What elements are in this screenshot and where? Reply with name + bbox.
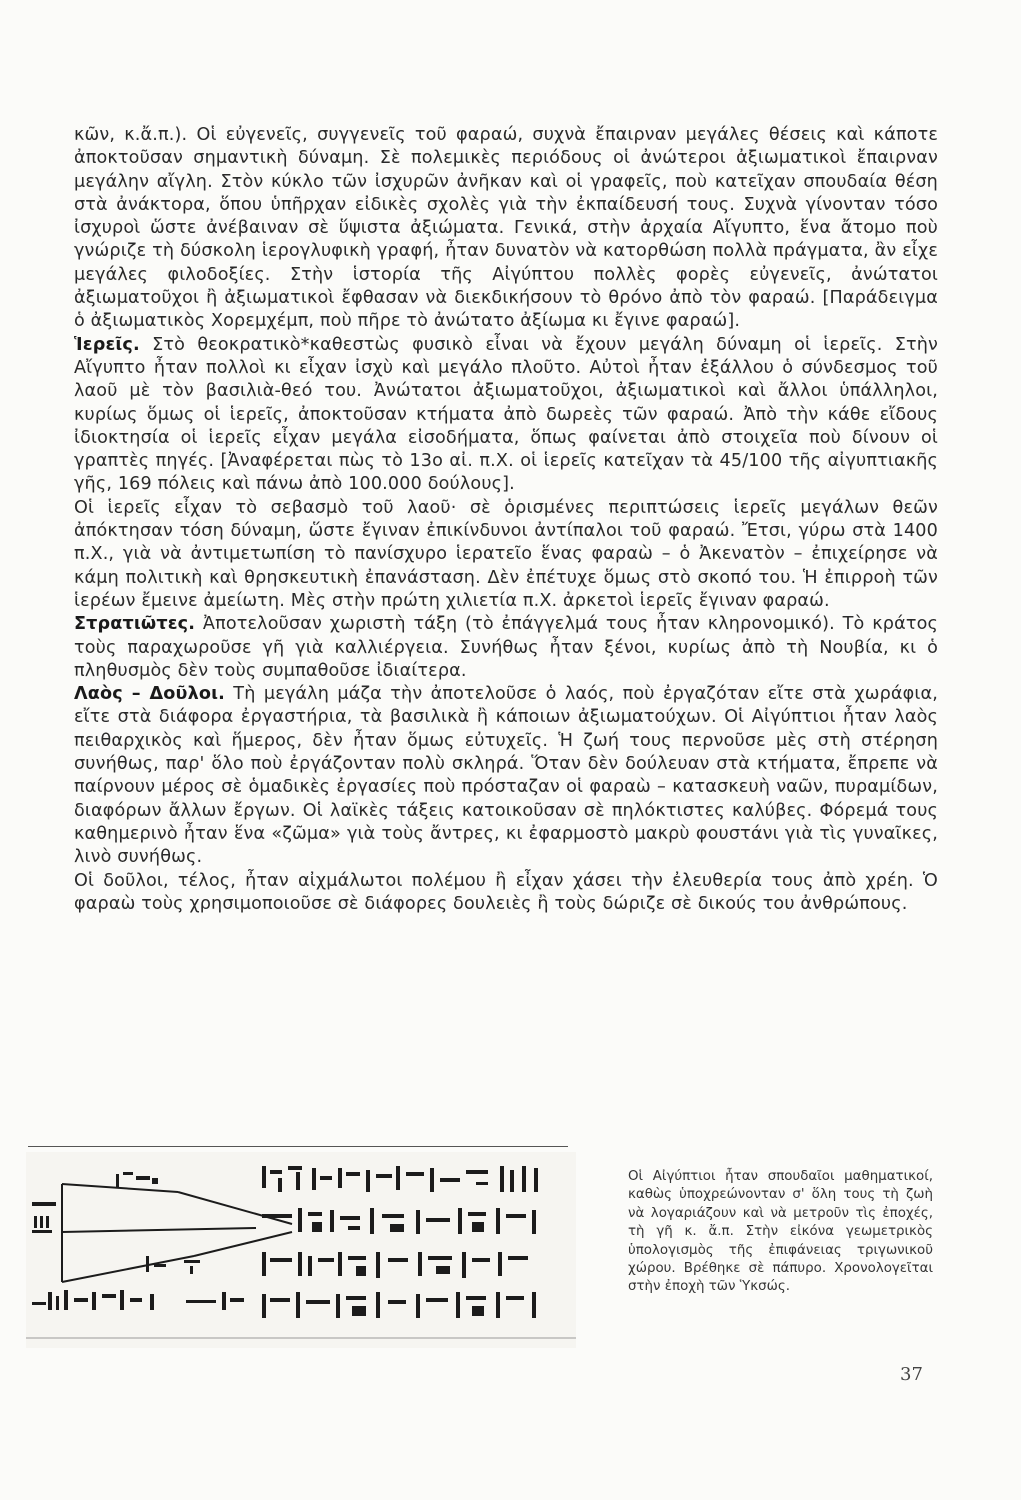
- paragraph-soldiers: [74, 613, 938, 683]
- heading-soldiers: Στρατιῶτες.: [74, 614, 196, 635]
- paragraph-people-text: Τὴ μεγάλη μάζα τὴν ἀποτελοῦσε ὁ λαός, ποὺ ἐργαζόταν εἴτε στὰ χωράφια, εἴτε στὰ διάφορα ἐργαστήρια, τὰ βασιλικὰ ἢ κάποιων ἀξιωματούχων. Οἱ Αἰγύπτιοι ἦταν λαὸς πειθαρχικὸς καὶ ἥμερος, δὲν ἦταν ὅμως εὐτυχεῖς. Ἡ ζωή τους περνοῦσε μὲς στὴ στέρηση συνήθως, παρ' ὅλο ποὺ ἐργάζονταν πολὺ σκληρά. Ὅταν δὲν δούλευαν στὰ κτήματα, ἔπρεπε νὰ παίρνουν μέρος σὲ ὁμαδικὲς ἐργασίες ποὺ πρόσταζαν οἱ φαραὼ – κατασκευὴ ναῶν, πυραμίδων, διαφόρων ἄλλων ἔργων. Οἱ λαϊκὲς τάξεις κατοικοῦσαν σὲ πηλόκτιστες καλύβες. Φόρεμά τους καθημερινὸ ἦταν ἕνα «ζῶμα» γιὰ τοὺς ἄντρες, κι ἐφαρμοστὸ μακρὺ φουστάνι γιὰ τὶς γυναῖκες, λινὸ συνήθως.: [74, 684, 938, 868]
- papyrus-figure: [26, 1152, 576, 1348]
- paragraph-people: [74, 683, 938, 869]
- main-text-column: [74, 124, 938, 916]
- paragraph-soldiers-text: Ἀποτελοῦσαν χωριστὴ τάξη (τὸ ἐπάγγελμά τους ἦταν κληρονομικό). Τὸ κράτος τοὺς παραχωροῦσε γῆ γιὰ καλλιέργεια. Συνήθως ἦταν ξένοι, κυρίως ἀπὸ τὴ Νουβία, κι ὁ πληθυσμὸς δὲν τοὺς συμπαθοῦσε ἰδιαίτερα.: [74, 614, 938, 681]
- papyrus-triangle-drawing: [26, 1152, 576, 1348]
- paragraph-slaves-text: Οἱ δοῦλοι, τέλος, ἦταν αἰχμάλωτοι πολέμου ἢ εἶχαν χάσει τὴν ἐλευθερία τους ἀπὸ χρέη. Ὁ φαραὼ τοὺς χρησιμοποιοῦσε σὲ διάφορες δουλειὲς ἢ τοὺς δώριζε σὲ δικούς του ἀνθρώπους.: [74, 870, 938, 914]
- paragraph-priests-power-text: Οἱ ἱερεῖς εἶχαν τὸ σεβασμὸ τοῦ λαοῦ· σὲ ὁρισμένες περιπτώσεις ἱερεῖς μεγάλων θεῶν ἀπόκτησαν τόση δύναμη, ὥστε ἔγιναν ἐπικίνδυνοι ἀντίπαλοι τοῦ φαραώ. Ἔτσι, γύρω στὰ 1400 π.Χ., γιὰ νὰ ἀντιμετωπίση τὸ πανίσχυρο ἱερατεῖο ἕνας φαραὼ – ὁ Ἀκενατὸν – ἐπιχείρησε νὰ κάμη πολιτικὴ καὶ θρησκευτικὴ ἐπανάσταση. Δὲν ἐπέτυχε ὅμως στὸ σκοπό του. Ἡ ἐπιρροὴ τῶν ἱερέων ἔμεινε ἀμείωτη. Μὲς στὴν πρώτη χιλιετία π.Χ. ἀρκετοὶ ἱερεῖς ἔγιναν φαραώ.: [74, 497, 938, 611]
- page-number: 37: [900, 1364, 923, 1385]
- figure-top-rule: [28, 1146, 568, 1147]
- heading-priests: Ἱερεῖς.: [74, 334, 140, 355]
- paragraph-priests-text: Στὸ θεοκρατικὸ*καθεστὼς φυσικὸ εἶναι νὰ ἔχουν μεγάλη δύναμη οἱ ἱερεῖς. Στὴν Αἴγυπτο ἦταν πολλοὶ κι εἶχαν ἰσχὺ καὶ μεγάλο πλοῦτο. Αὐτοὶ ἦταν ἐξάλλου ὁ σύνδεσμος τοῦ λαοῦ μὲ τὸν βασιλιὰ-θεό του. Ἀνώτατοι ἀξιωματοῦχοι, ἀξιωματικοὶ καὶ ἄλλοι ὑπάλληλοι, κυρίως ὅμως οἱ ἱερεῖς, ἀποκτοῦσαν κτήματα ἀπὸ δωρεὲς τῶν φαραώ. Ἀπὸ τὴν κάθε εἴδους ἰδιοκτησία οἱ ἱερεῖς εἶχαν μεγάλα εἰσοδήματα, ὅπως φαίνεται ἀπὸ στοιχεῖα ποὺ δίνουν οἱ γραπτὲς πηγές. [Ἀναφέρεται πὼς τὸ 13ο αἰ. π.Χ. οἱ ἱερεῖς κατεῖχαν τὰ 45/100 τῆς αἰγυπτιακῆς γῆς, 169 πόλεις καὶ πάνω ἀπὸ 100.000 δούλους].: [74, 334, 939, 495]
- heading-people-slaves: Λαὸς – Δοῦλοι.: [74, 684, 225, 705]
- paragraph-priests: [74, 334, 938, 497]
- figure-caption: Οἱ Αἰγύπτιοι ἦταν σπουδαῖοι μαθηματικοί, καθὼς ὑποχρεώνονταν σ' ὅλη τους τὴ ζωὴ νὰ λογαριάζουν καὶ νὰ μετροῦν τὶς ἐποχές, τὴ γῆ κ. ἄ.π. Στὴν εἰκόνα γεωμετρικὸς ὑπολογισμὸς τῆς ἐπιφάνειας τριγωνικοῦ χώρου. Βρέθηκε σὲ πάπυρο. Χρονολογεῖται στὴν ἐποχὴ τῶν Ὑκσώς.: [628, 1169, 933, 1295]
- paragraph-slaves: [74, 870, 938, 917]
- paragraph-priests-power: [74, 497, 938, 613]
- paragraph-nobles-text: κῶν, κ.ἄ.π.). Οἱ εὐγενεῖς, συγγενεῖς τοῦ φαραώ, συχνὰ ἔπαιρναν μεγάλες θέσεις καὶ κάποτε ἀποκτοῦσαν σημαντικὴ δύναμη. Σὲ πολεμικὲς περιόδους οἱ ἀνώτεροι ἀξιωματικοὶ ἔπαιρναν μεγάλην αἴγλη. Στὸν κύκλο τῶν ἰσχυρῶν ἀνῆκαν καὶ οἱ γραφεῖς, ποὺ κατεῖχαν σπουδαία θέση στὰ ἀνάκτορα, ὅπου ὑπῆρχαν εἰδικὲς σχολὲς γιὰ τὴν ἐκπαίδευσή τους. Συχνὰ γίνονταν τόσο ἰσχυροὶ ὥστε ἀνέβαιναν σὲ ὕψιστα ἀξιώματα. Γενικά, στὴν ἀρχαία Αἴγυπτο, ἕνα ἄτομο ποὺ γνώριζε τὴ δύσκολη ἱερογλυφικὴ γραφή, ἦταν δυνατὸν νὰ κατορθώση πολλὰ πράγματα, ἂν εἶχε μεγάλες φιλοδοξίες. Στὴν ἱστορία τῆς Αἰγύπτου πολλὲς φορὲς εὐγενεῖς, ἀνώτατοι ἀξιωματοῦχοι ἢ ἀξιωματικοὶ ἔφθασαν νὰ διεκδικήσουν τὸ θρόνο ἀπὸ τὸν φαραώ. [Παράδειγμα ὁ ἀξιωματικὸς Χορεμχέμπ, ποὺ πῆρε τὸ ἀνώτατο ἀξίωμα κι ἔγινε φαραώ].: [74, 125, 938, 332]
- paragraph-nobles: [74, 124, 938, 334]
